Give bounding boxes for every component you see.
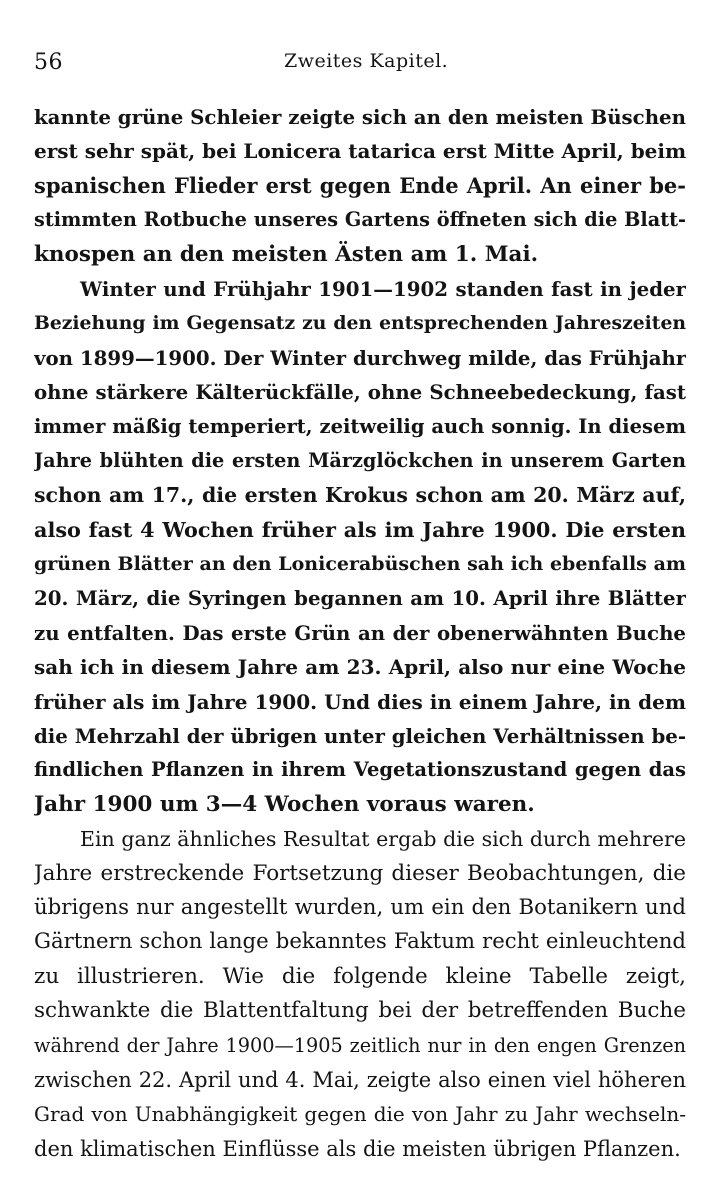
paragraph-2 <box>34 272 686 822</box>
text-line: Jahre erstreckende Fortsetzung dieser Beobachtungen, die <box>34 860 686 886</box>
text-line: zwischen 22. April und 4. Mai, zeigte also einen viel höheren <box>34 1067 686 1092</box>
text-line: also fast 4 Wochen früher als im Jahre 1900. Die ersten <box>34 517 686 542</box>
page-number: 56 <box>34 50 63 75</box>
text-line: ohne stärkere Kälterückfälle, ohne Schneebedeckung, fast <box>34 380 686 405</box>
text-line: die Mehrzahl der übrigen unter gleichen Verhältnissen be- <box>34 724 686 749</box>
text-line: zu illustrieren. Wie die folgende kleine Tabelle zeigt, <box>34 963 686 989</box>
body-text <box>34 100 686 1166</box>
text-line: Beziehung im Gegensatz zu den entsprechenden Jahreszeiten <box>34 312 686 335</box>
book-page <box>34 30 686 1180</box>
text-line: schwankte die Blattentfaltung bei der betreffenden Buche <box>34 998 686 1024</box>
text-line: Jahre blühten die ersten Märzglöckchen in unserem Garten <box>34 448 686 472</box>
text-line: grünen Blätter an den Lonicerabüschen sah ich ebenfalls am <box>34 553 686 576</box>
text-line: erst sehr spät, bei Lonicera tatarica erst Mitte April, beim <box>34 139 686 164</box>
text-line: Gärtnern schon lange bekanntes Faktum recht einleuchtend <box>34 929 686 955</box>
text-line: spanischen Flieder erst gegen Ende April. An einer be- <box>34 172 686 198</box>
text-line: Winter und Frühjahr 1901—1902 standen fast in jeder <box>80 276 686 301</box>
text-line: stimmten Rotbuche unseres Gartens öffneten sich die Blatt- <box>34 208 686 232</box>
text-line: knospen an den meisten Ästen am 1. Mai. <box>34 241 539 267</box>
text-line: früher als im Jahre 1900. Und dies in einem Jahre, in dem <box>34 689 686 714</box>
text-line: schon am 17., die ersten Krokus schon am 20. März auf, <box>34 483 686 508</box>
text-line: kannte grüne Schleier zeigte sich an den meisten Büschen <box>34 105 686 129</box>
paragraph-1 <box>34 100 686 272</box>
text-line: 20. März, die Syringen begannen am 10. April ihre Blätter <box>34 586 686 611</box>
text-line: immer mäßig temperiert, zeitweilig auch sonnig. In diesem <box>34 414 686 438</box>
text-line: Grad von Unabhängigkeit gegen die von Jahr zu Jahr wechseln- <box>34 1102 686 1127</box>
text-line: während der Jahre 1900—1905 zeitlich nur in den engen Grenzen <box>34 1033 686 1057</box>
text-line: sah ich in diesem Jahre am 23. April, also nur eine Woche <box>34 655 686 680</box>
page-header <box>34 30 686 90</box>
text-line: den klimatischen Einflüsse als die meisten übrigen Pflanzen. <box>34 1136 681 1161</box>
text-line: übrigens nur angestellt wurden, um ein den Botanikern und <box>34 894 686 920</box>
text-line: Jahr 1900 um 3—4 Wochen voraus waren. <box>34 791 535 817</box>
text-line: findlichen Pflanzen in ihrem Vegetationszustand gegen das <box>34 758 686 782</box>
text-line: Ein ganz ähnliches Resultat ergab die sich durch mehrere <box>80 827 686 852</box>
text-line: zu entfalten. Das erste Grün an der obenerwähnten Buche <box>34 620 686 645</box>
running-head: Zweites Kapitel. <box>284 50 449 72</box>
text-line: von 1899—1900. Der Winter durchweg milde, das Frühjahr <box>34 345 686 370</box>
paragraph-3 <box>34 822 686 1166</box>
